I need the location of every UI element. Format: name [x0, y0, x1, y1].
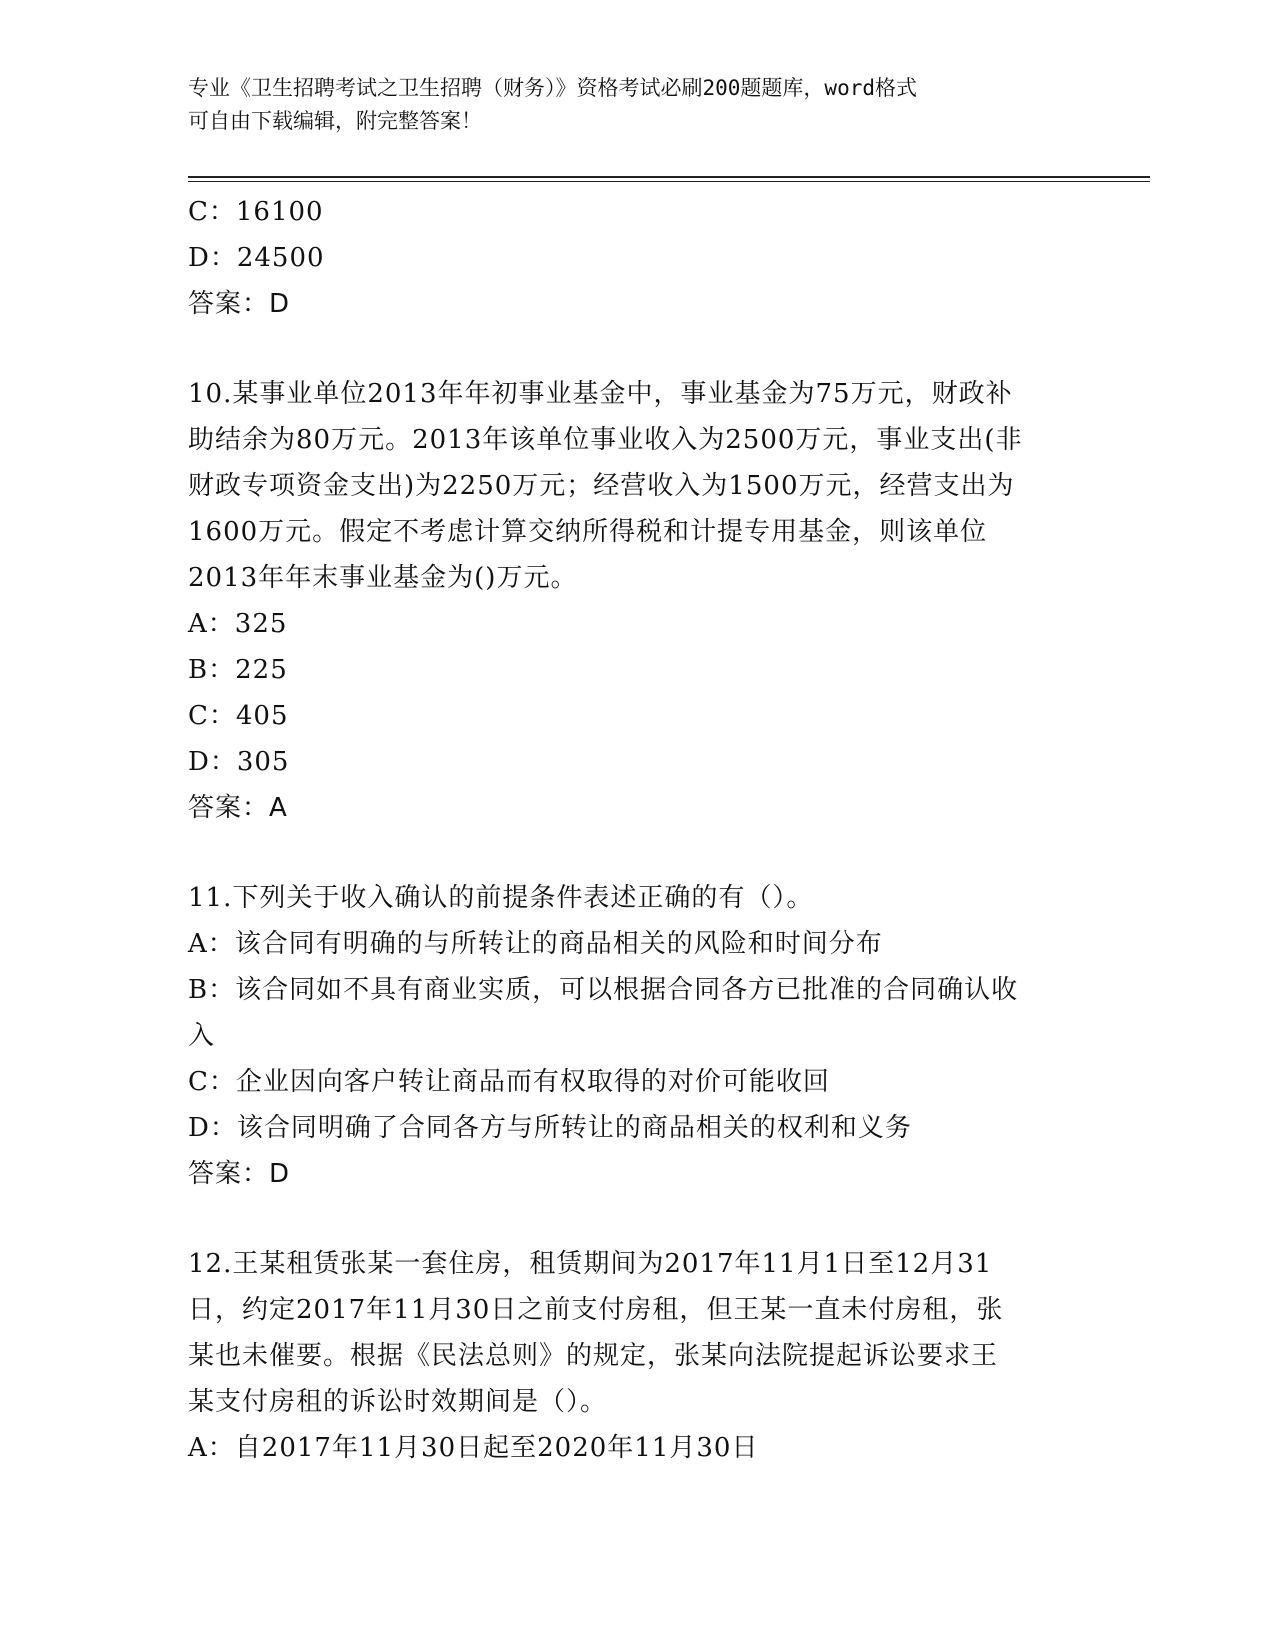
- answer-line: 答案：D: [188, 1159, 291, 1189]
- option-d: D：24500: [188, 243, 325, 273]
- question-stem-line: 10.某事业单位2013年年初事业基金中，事业基金为75万元，财政补: [188, 379, 1013, 409]
- option-a: A：325: [188, 609, 288, 639]
- question-9-tail: [188, 189, 1088, 327]
- option-b: B：225: [188, 655, 288, 685]
- header-line-1: 专业《卫生招聘考试之卫生招聘（财务）》资格考试必刷200题题库，word格式: [188, 76, 917, 100]
- question-stem-line: 日，约定2017年11月30日之前支付房租，但王某一直未付房租，张: [188, 1295, 1004, 1325]
- question-stem-line: 11.下列关于收入确认的前提条件表述正确的有（）。: [188, 883, 814, 913]
- question-stem-line: 2013年年末事业基金为()万元。: [188, 563, 578, 593]
- header-rule-thin: [188, 181, 1150, 182]
- question-stem-line: 财政专项资金支出)为2250万元；经营收入为1500万元，经营支出为: [188, 471, 1015, 501]
- spacer: [188, 327, 1088, 371]
- option-a: A：自2017年11月30日起至2020年11月30日: [188, 1433, 759, 1463]
- question-content: [188, 189, 1088, 1471]
- spacer: [188, 1197, 1088, 1241]
- header-rule-thick: [188, 176, 1150, 178]
- question-stem-line: 助结余为80万元。2013年该单位事业收入为2500万元，事业支出(非: [188, 425, 1023, 455]
- option-a: A：该合同有明确的与所转让的商品相关的风险和时间分布: [188, 929, 883, 959]
- question-stem-line: 12.王某租赁张某一套住房，租赁期间为2017年11月1日至12月31: [188, 1249, 993, 1279]
- option-b-continued: 入: [188, 1021, 216, 1051]
- document-header: [188, 72, 1088, 138]
- question-11: [188, 875, 1088, 1197]
- option-d: D：305: [188, 747, 290, 777]
- spacer: [188, 831, 1088, 875]
- answer-line: 答案：A: [188, 793, 288, 823]
- option-d: D：该合同明确了合同各方与所转让的商品相关的权利和义务: [188, 1113, 912, 1143]
- option-c: C：16100: [188, 197, 324, 227]
- question-12: [188, 1241, 1088, 1471]
- option-c: C：405: [188, 701, 289, 731]
- option-c: C：企业因向客户转让商品而有权取得的对价可能收回: [188, 1067, 830, 1097]
- question-stem-line: 1600万元。假定不考虑计算交纳所得税和计提专用基金，则该单位: [188, 517, 988, 547]
- question-stem-line: 某支付房租的诉讼时效期间是（）。: [188, 1387, 608, 1417]
- option-b: B：该合同如不具有商业实质，可以根据合同各方已批准的合同确认收: [188, 975, 1019, 1005]
- answer-line: 答案：D: [188, 289, 291, 319]
- header-line-2: 可自由下载编辑，附完整答案！: [188, 109, 482, 133]
- question-10: [188, 371, 1088, 831]
- question-stem-line: 某也未催要。根据《民法总则》的规定，张某向法院提起诉讼要求王: [188, 1341, 999, 1371]
